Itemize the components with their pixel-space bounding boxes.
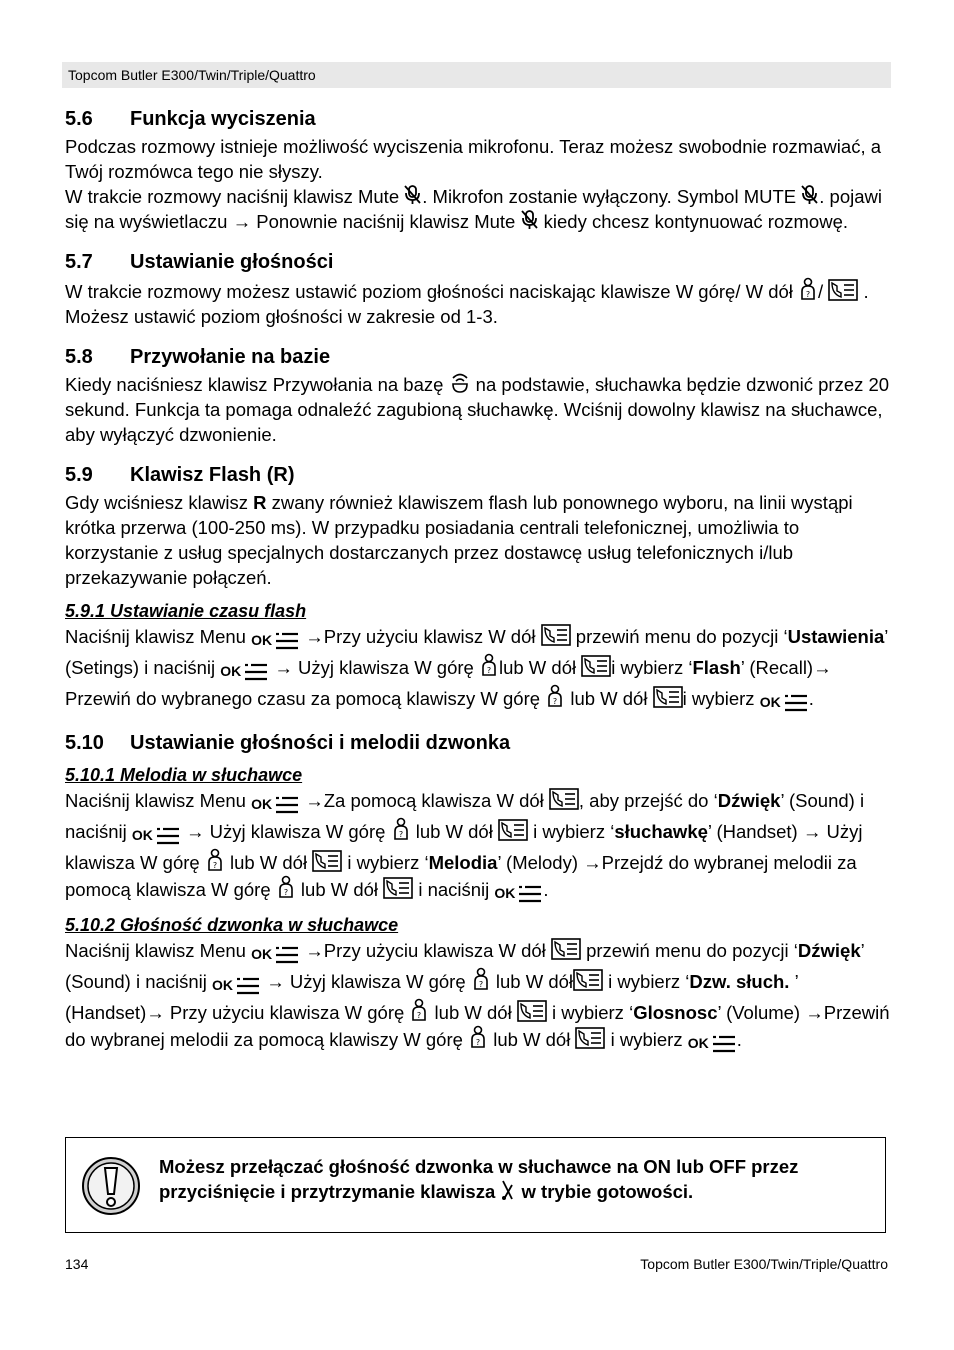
page-key-icon xyxy=(449,372,471,394)
arrow-icon: → xyxy=(232,211,252,232)
paragraph: W trakcie rozmowy możesz ustawić poziom głośności naciskając klawisze W górę/ W dół / . Możesz ustawić poziom głośności w zakresie od 1-3. xyxy=(65,277,890,329)
down-key-icon xyxy=(653,686,683,708)
paragraph: Naciśnij klawisz Menu OK →Przy użyciu klawisza W dół przewiń menu do pozycji ‘Dźwięk’ (Sound) i naciśnij OK → Użyj klawisza W górę lub W dół i wybierz ‘Dzw. słuch. ’ (Handset)→ Przy użyciu klawisza W górę lub W dół i wybierz ‘Glosnosc’ (Volume) →Przewiń do wybranej melodii za pomocą klawiszy W górę lub W dół i wybierz OK . xyxy=(65,938,890,1056)
section-5-10 xyxy=(65,728,890,758)
section-5-9-1 xyxy=(65,598,890,715)
up-key-icon xyxy=(468,1025,488,1049)
up-key-icon xyxy=(205,848,225,872)
mute-icon xyxy=(521,209,539,231)
section-5-7 xyxy=(65,247,890,329)
paragraph: Kiedy naciśniesz klawisz Przywołania na bazę na podstawie, słuchawka będzie dzwonić przez 20 sekund. Funkcja ta pomaga odnaleźć zagubioną słuchawkę. Wciśnij dowolny klawisz na słuchawce, aby wyłączyć dzwonienie. xyxy=(65,374,890,445)
subsection-heading: 5.9.1 Ustawianie czasu flash xyxy=(65,601,307,621)
up-key-icon xyxy=(798,277,818,301)
section-heading: 5.6 Funkcja wyciszenia xyxy=(65,108,316,130)
ok-menu-key-icon: OK xyxy=(251,942,300,967)
paragraph: Gdy wciśniesz klawisz R zwany również klawiszem flash lub ponownego wyboru, na linii wystąpi krótka przerwa (100-250 ms). W przypadku posiadania centrali telefonicznej, umożliwia to korzystanie z usług specjalnych dostarczanych przez dostawcę usług telefonicznych i/lub przekazywanie połączeń. xyxy=(65,492,853,588)
ok-menu-key-icon: OK xyxy=(688,1031,737,1056)
mute-icon xyxy=(404,184,422,206)
subsection-heading: 5.10.2 Głośność dzwonka w słuchawce xyxy=(65,915,399,935)
ok-menu-key-icon: OK xyxy=(220,659,269,684)
down-key-icon xyxy=(551,938,581,960)
section-heading: 5.10 Ustawianie głośności i melodii dzwonka xyxy=(65,732,511,754)
down-key-icon xyxy=(312,850,342,872)
note-box xyxy=(65,1137,886,1233)
section-5-6 xyxy=(65,104,890,234)
up-key-icon xyxy=(471,967,491,991)
paragraph: Podczas rozmowy istnieje możliwość wyciszenia mikrofonu. Teraz możesz swobodnie rozmawiać, a Twój rozmówca tego nie słyszy. W trakcie rozmowy naciśnij klawisz Mute . Mikrofon zostanie wyłączony. Symbol MUTE . pojawi się na wyświetlaczu → Ponownie naciśnij klawisz Mute kiedy chcesz kontynuować rozmowę. xyxy=(65,136,883,232)
down-key-icon xyxy=(383,877,413,899)
up-key-icon xyxy=(479,653,499,677)
down-key-icon xyxy=(541,624,571,646)
paragraph: Naciśnij klawisz Menu OK →Przy użyciu klawisz W dół przewiń menu do pozycji ‘Ustawienia’ (Setings) i naciśnij OK → Użyj klawisza W górę lub W dół i wybierz ‘Flash’ (Recall)→ Przewiń do wybranego czasu za pomocą klawiszy W górę lub W dół i wybierz OK . xyxy=(65,624,890,715)
page-header xyxy=(62,62,891,88)
ok-menu-key-icon: OK xyxy=(132,823,181,848)
down-key-icon xyxy=(517,1000,547,1022)
down-key-icon xyxy=(498,819,528,841)
ok-menu-key-icon: OK xyxy=(251,792,300,817)
down-key-icon xyxy=(581,655,611,677)
up-key-icon xyxy=(545,684,565,708)
section-heading: 5.9 Klawisz Flash (R) xyxy=(65,464,295,486)
up-key-icon xyxy=(276,875,296,899)
section-5-9 xyxy=(65,460,890,590)
page-number: 134 xyxy=(65,1256,89,1272)
section-heading: 5.7 Ustawianie głośności xyxy=(65,251,334,273)
ok-menu-key-icon: OK xyxy=(494,881,543,906)
section-5-10-1 xyxy=(65,762,890,906)
down-key-icon xyxy=(575,1027,605,1049)
exclamation-badge-icon xyxy=(81,1156,141,1216)
footer-title: Topcom Butler E300/Twin/Triple/Quattro xyxy=(640,1256,888,1272)
paragraph: Naciśnij klawisz Menu OK →Za pomocą klawisza W dół , aby przejść do ‘Dźwięk’ (Sound) i naciśnij OK → Użyj klawisza W górę lub W dół i wybierz ‘słuchawkę’ (Handset) → Użyj klawisza W górę lub W dół i wybierz ‘Melodia’ (Melody) →Przejdź do wybranej melodii za pomocą klawisza W górę lub W dół i naciśnij OK . xyxy=(65,788,890,906)
down-key-icon xyxy=(549,788,579,810)
note-text: Możesz przełączać głośność dzwonka w słuchawce na ON lub OFF przez przyciśnięcie i przytrzymanie klawisza w trybie gotowości. xyxy=(159,1156,799,1202)
up-key-icon xyxy=(409,998,429,1022)
down-key-icon xyxy=(573,969,603,991)
document-body xyxy=(65,104,890,1069)
ok-menu-key-icon: OK xyxy=(212,973,261,998)
subsection-heading: 5.10.1 Melodia w słuchawce xyxy=(65,765,303,785)
up-key-icon xyxy=(391,817,411,841)
down-key-icon xyxy=(828,279,858,301)
ok-menu-key-icon: OK xyxy=(760,690,809,715)
ringer-key-icon xyxy=(500,1179,516,1201)
header-title: Topcom Butler E300/Twin/Triple/Quattro xyxy=(68,67,316,83)
mute-icon xyxy=(801,184,819,206)
section-heading: 5.8 Przywołanie na bazie xyxy=(65,346,331,368)
section-5-10-2 xyxy=(65,912,890,1056)
ok-menu-key-icon: OK xyxy=(251,628,300,653)
section-5-8 xyxy=(65,342,890,447)
